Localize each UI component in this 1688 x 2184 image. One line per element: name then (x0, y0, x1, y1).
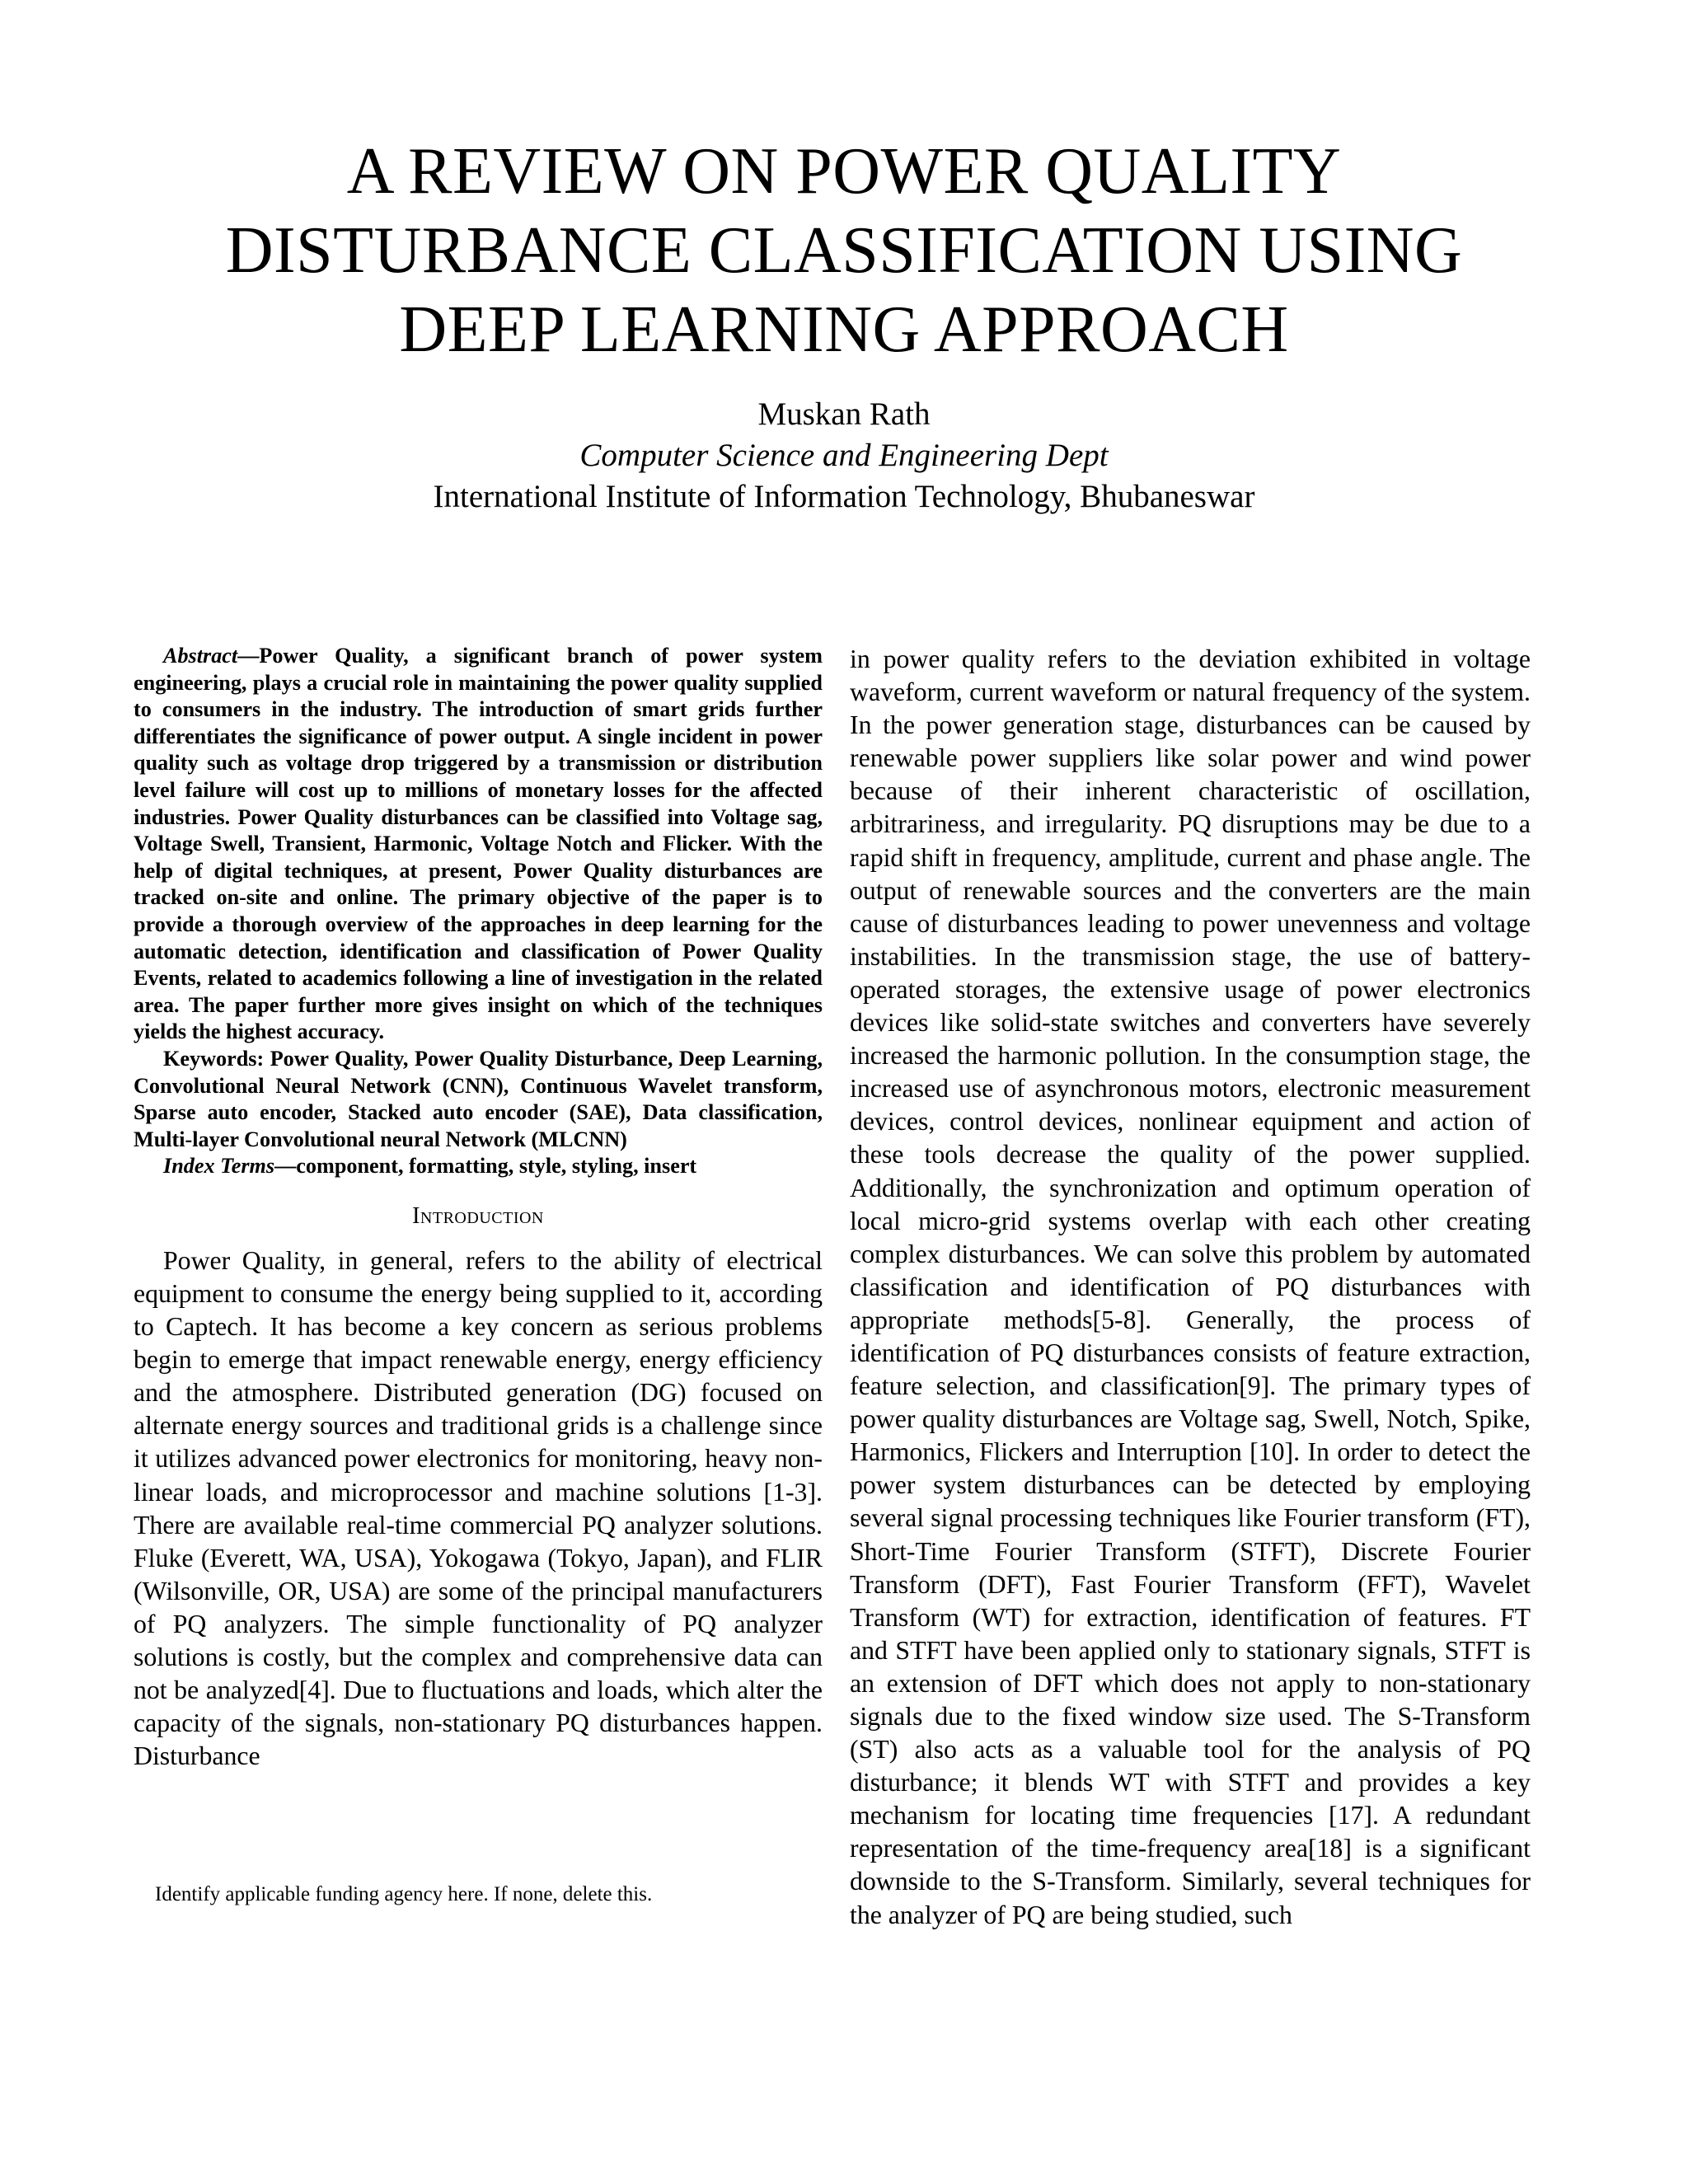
abstract-section (134, 643, 823, 1180)
keywords-paragraph: Keywords: Power Quality, Power Quality Disturbance, Deep Learning, Convolutional Neural Network (CNN), Continuous Wavelet transform, Sparse auto encoder, Stacked auto encoder (SAE), Data classification, Multi-layer Convolutional neural Network (MLCNN) (134, 1046, 823, 1151)
title-line-3: DEEP LEARNING APPROACH (399, 293, 1289, 366)
abstract-text: —Power Quality, a significant branch of power system engineering, plays a crucial role in maintaining the power quality supplied to consumers in the industry. The introduction of smart grids further differentiates the significance of power output. A single incident in power quality such as voltage drop triggered by a transmission or distribution level failure will cost up to millions of monetary losses for the affected industries. Power Quality disturbances can be classified into Voltage sag, Voltage Swell, Transient, Harmonic, Voltage Notch and Flicker. With the help of digital techniques, at present, Power Quality disturbances are tracked on-site and online. The primary objective of the paper is to provide a thorough overview of the approaches in deep learning for the automatic detection, identification and classification of Power Quality Events, related to academics following a line of investigation in the related area. The paper further more gives insight on which of the techniques yields the highest accuracy. (134, 644, 823, 1044)
author-institution: International Institute of Information Technology, Bhubaneswar (433, 479, 1255, 514)
introduction-heading: Introduction (412, 1202, 544, 1229)
funding-footnote: Identify applicable funding agency here. If none, delete this. (155, 1883, 653, 1905)
author-name: Muskan Rath (757, 396, 931, 432)
abstract-label: Abstract (163, 644, 238, 668)
author-department: Computer Science and Engineering Dept (579, 438, 1109, 473)
left-column (134, 643, 823, 1773)
index-terms-text: —component, formatting, style, styling, insert (274, 1154, 697, 1179)
introduction-left-body (134, 1244, 823, 1774)
author-block (247, 394, 1441, 518)
introduction-paragraph-right: in power quality refers to the deviation exhibited in voltage waveform, current waveform or natural frequency of the system. In the power generation stage, disturbances can be caused by renewable power suppliers like solar power and wind power because of their inherent characteristic of oscillation, arbitrariness, and irregularity. PQ disruptions may be due to a rapid shift in frequency, amplitude, current and phase angle. The output of renewable sources and the converters are the main cause of disturbances leading to power unevenness and voltage instabilities. In the transmission stage, the use of battery-operated storages, the extensive usage of power electronics devices like solid-state switches and converters have severely increased the harmonic pollution. In the consumption stage, the increased use of asynchronous motors, electronic measurement devices, control devices, nonlinear equipment and action of these tools decrease the quality of the power supplied. Additionally, the synchronization and optimum operation of local micro-grid systems overlap with each other creating complex disturbances. We can solve this problem by automated classification and identification of PQ disturbances with appropriate methods[5-8]. Generally, the process of identification of PQ disturbances consists of feature extraction, feature selection, and classification[9]. The primary types of power quality disturbances are Voltage sag, Swell, Notch, Spike, Harmonics, Flickers and Interruption [10]. In order to detect the power system disturbances can be detected by employing several signal processing techniques like Fourier transform (FT), Short-Time Fourier Transform (STFT), Discrete Fourier Transform (DFT), Fast Fourier Transform (FFT), Wavelet Transform (WT) for extraction, identification of features. FT and STFT have been applied only to stationary signals, STFT is an extension of DFT which does not apply to non-stationary signals due to the fixed window size used. The S-Transform (ST) also acts as a valuable tool for the analysis of PQ disturbance; it blends WT with STFT and provides a key mechanism for locating time frequencies [17]. A redundant representation of the time-frequency area[18] is a significant downside to the S-Transform. Similarly, several techniques for the analyzer of PQ are being studied, such (850, 644, 1531, 1929)
index-terms-paragraph (134, 1153, 823, 1180)
index-terms-label: Index Terms (163, 1154, 275, 1179)
title-line-1: A REVIEW ON POWER QUALITY (346, 135, 1342, 208)
title-line-2: DISTURBANCE CLASSIFICATION USING (225, 214, 1463, 287)
introduction-paragraph-left: Power Quality, in general, refers to the ability of electrical equipment to consume the energy being supplied to it, according to Captech. It has become a key concern as serious problems begin to emerge that impact renewable energy, energy efficiency and the atmosphere. Distributed generation (DG) focused on alternate energy sources and traditional grids is a challenge since it utilizes advanced power electronics for monitoring, heavy non-linear loads, and microprocessor and machine solutions [1-3]. There are available real-time commercial PQ analyzer solutions. Fluke (Everett, WA, USA), Yokogawa (Tokyo, Japan), and FLIR (Wilsonville, OR, USA) are some of the principal manufacturers of PQ analyzers. The simple functionality of PQ analyzer solutions is costly, but the complex and comprehensive data can not be analyzed[4]. Due to fluctuations and loads, which alter the capacity of the signals, non-stationary PQ disturbances happen. Disturbance (134, 1245, 823, 1771)
abstract-paragraph (134, 643, 823, 1046)
right-column (850, 643, 1531, 1932)
paper-title (165, 132, 1523, 369)
